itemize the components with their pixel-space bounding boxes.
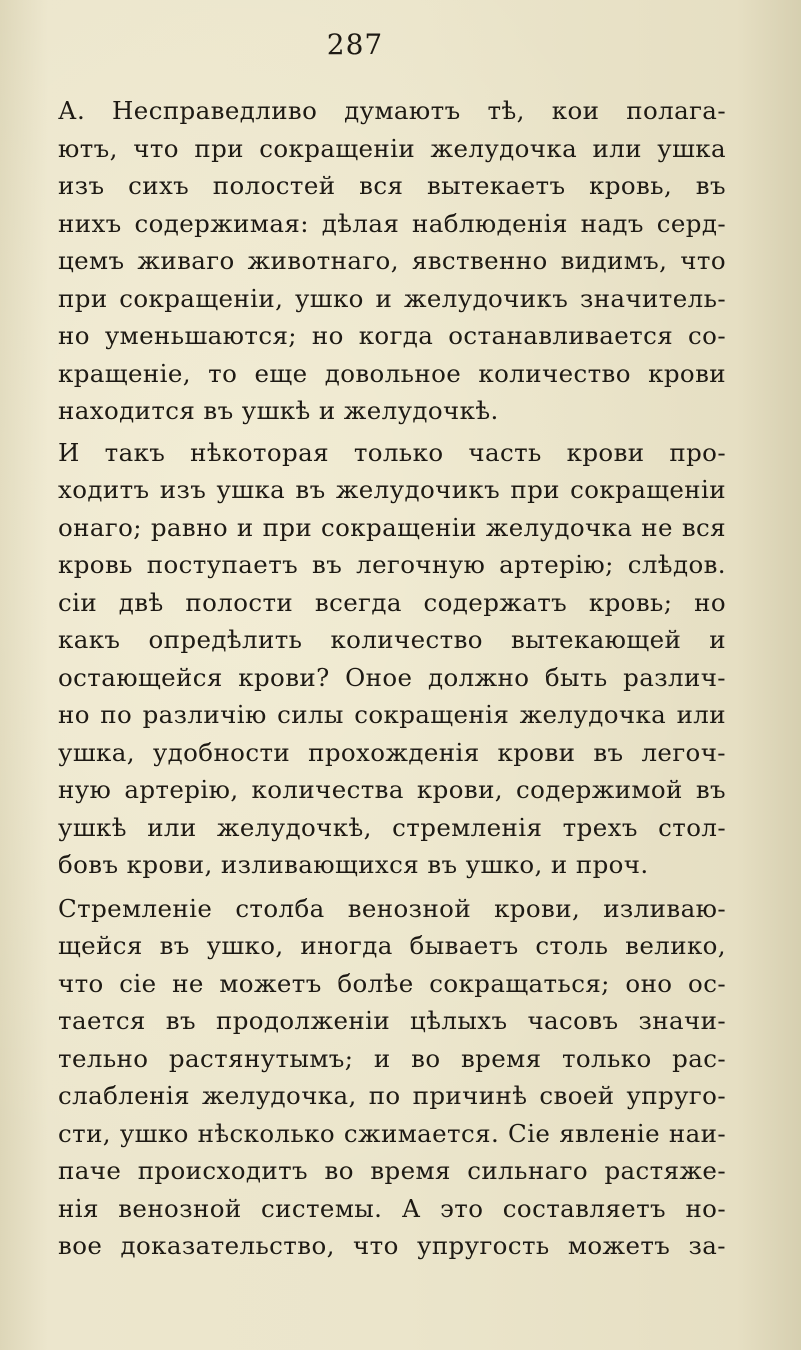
- body-text: [58, 92, 726, 1265]
- paragraph-3: [58, 890, 726, 1265]
- page-number: 287: [326, 28, 384, 61]
- text-line: нихъ содержимая: дѣлая наблюденія надъ серд-: [58, 208, 726, 238]
- text-line: ушка, удобности прохожденія крови въ легоч-: [58, 737, 726, 767]
- text-line: тается въ продолженіи цѣлыхъ часовъ значи-: [58, 1006, 726, 1035]
- text-line: но уменьшаются; но когда останавливается со-: [58, 321, 726, 350]
- text-line: при сокращеніи, ушко и желудочикъ значитель-: [58, 283, 726, 313]
- text-line: ютъ, что при сокращеніи желудочка или ушка: [58, 133, 726, 163]
- text-line: ушкѣ или желудочкѣ, стремленія трехъ стол-: [58, 812, 726, 842]
- text-line: что сіе не можетъ болѣе сокращаться; оно ос-: [58, 968, 726, 998]
- text-line: И такъ нѣкоторая только часть крови про-: [58, 437, 726, 467]
- text-line: остающейся крови? Оное должно быть различ-: [58, 662, 726, 692]
- text-line: кровь поступаетъ въ легочную артерію; слѣдов.: [58, 550, 726, 579]
- text-line: какъ опредѣлить количество вытекающей и: [58, 625, 726, 654]
- paragraph-2: [58, 434, 726, 884]
- text-line: бовъ крови, изливающихся въ ушко, и проч.: [58, 850, 649, 879]
- text-line: нія венозной системы. А это составляетъ но-: [58, 1193, 726, 1223]
- text-line: А. Несправедливо думаютъ тѣ, кои полага-: [58, 96, 726, 125]
- text-line: сти, ушко нѣсколько сжимается. Сіе явленіе наи-: [58, 1118, 726, 1148]
- text-line: слабленія желудочка, по причинѣ своей упруго-: [58, 1081, 726, 1110]
- text-line: находится въ ушкѣ и желудочкѣ.: [58, 396, 499, 425]
- text-line: вое доказательство, что упругость можетъ за-: [58, 1231, 726, 1260]
- text-line: изъ сихъ полостей вся вытекаетъ кровь, въ: [58, 171, 726, 200]
- text-line: тельно растянутымъ; и во время только рас-: [58, 1043, 726, 1073]
- text-line: Стремленіе столба венозной крови, изливаю-: [58, 893, 726, 923]
- paragraph-1: [58, 92, 726, 430]
- text-line: онаго; равно и при сокращеніи желудочка не вся: [58, 512, 726, 542]
- text-line: но по различію силы сокращенія желудочка или: [58, 700, 726, 729]
- text-line: ходитъ изъ ушка въ желудочикъ при сокращеніи: [58, 475, 726, 504]
- text-line: щейся въ ушко, иногда бываетъ столь велико,: [58, 931, 726, 960]
- text-line: цемъ живаго животнаго, явственно видимъ, что: [58, 246, 726, 275]
- text-line: сіи двѣ полости всегда содержатъ кровь; но: [58, 587, 726, 617]
- text-line: паче происходитъ во время сильнаго растяже-: [58, 1156, 726, 1185]
- text-line: ную артерію, количества крови, содержимой въ: [58, 775, 726, 804]
- text-line: кращеніе, то еще довольное количество крови: [58, 358, 726, 388]
